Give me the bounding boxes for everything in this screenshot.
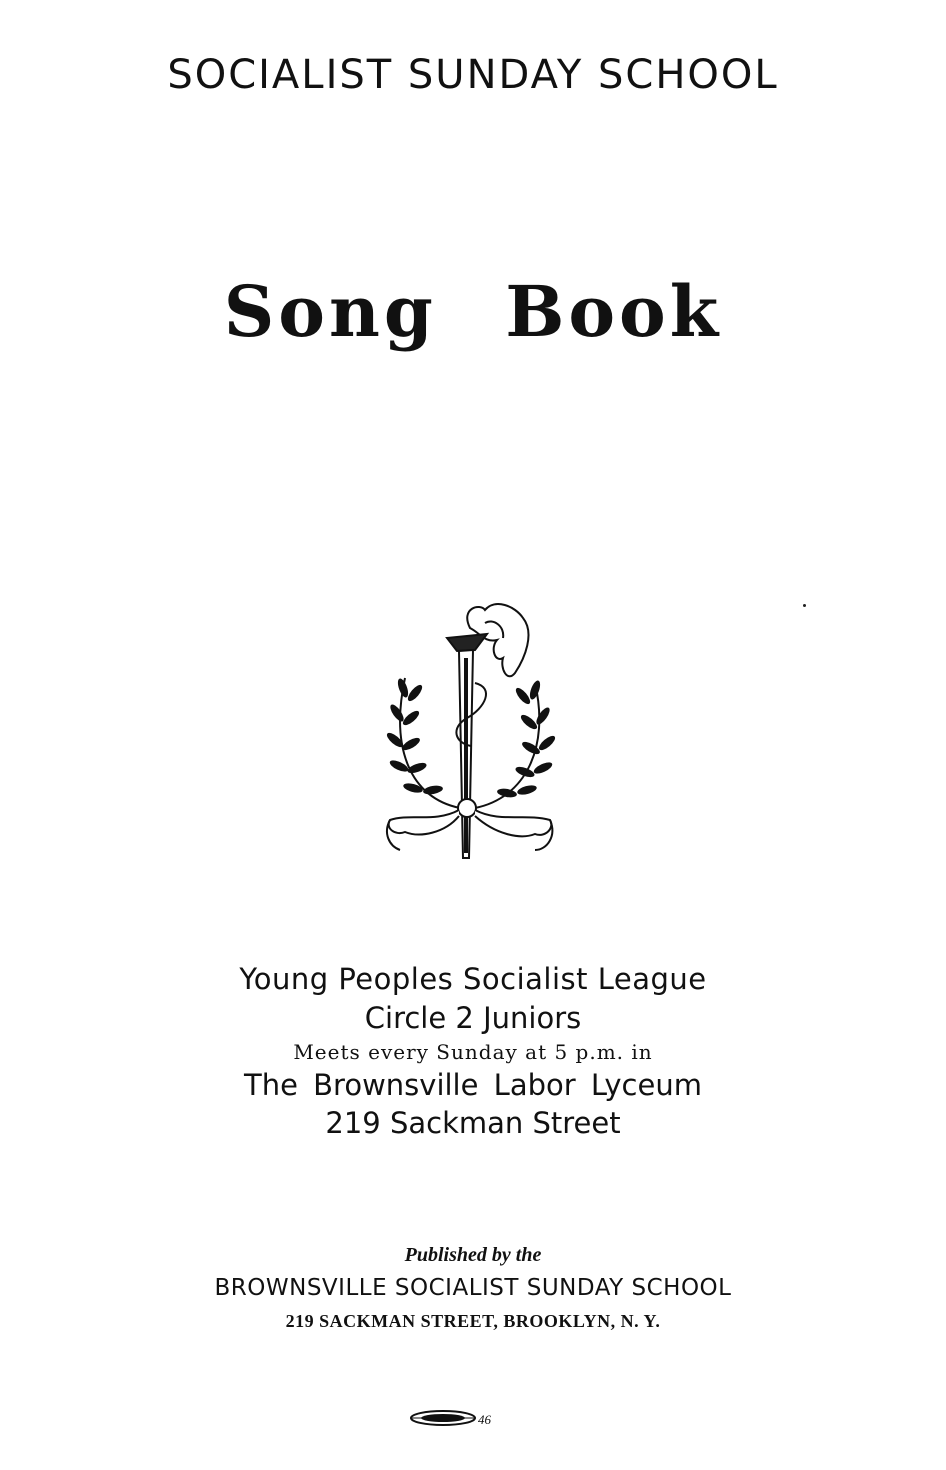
publisher-address: 219 SACKMAN STREET, BROOKLYN, N. Y. — [285, 1311, 661, 1331]
book-title: Song Book — [223, 270, 723, 353]
union-label-icon — [408, 1408, 478, 1428]
union-mark — [408, 1408, 518, 1430]
meeting-venue: The Brownsville Labor Lyceum — [244, 1067, 702, 1102]
torch-wreath-icon — [375, 588, 570, 873]
publisher-name: BROWNSVILLE SOCIALIST SUNDAY SCHOOL — [214, 1275, 732, 1301]
league-info — [0, 962, 946, 1141]
venue-address: 219 Sackman Street — [325, 1106, 621, 1141]
published-by: Published by the — [404, 1244, 542, 1266]
publisher-info — [0, 1244, 946, 1332]
league-name: Young Peoples Socialist League — [239, 962, 707, 996]
union-number: 46 — [478, 1412, 491, 1427]
print-speck — [803, 604, 806, 607]
circle-name: Circle 2 Juniors — [364, 1000, 582, 1035]
header-title: SOCIALIST SUNDAY SCHOOL — [167, 52, 779, 98]
meeting-time: Meets every Sunday at 5 p.m. in — [293, 1039, 653, 1064]
